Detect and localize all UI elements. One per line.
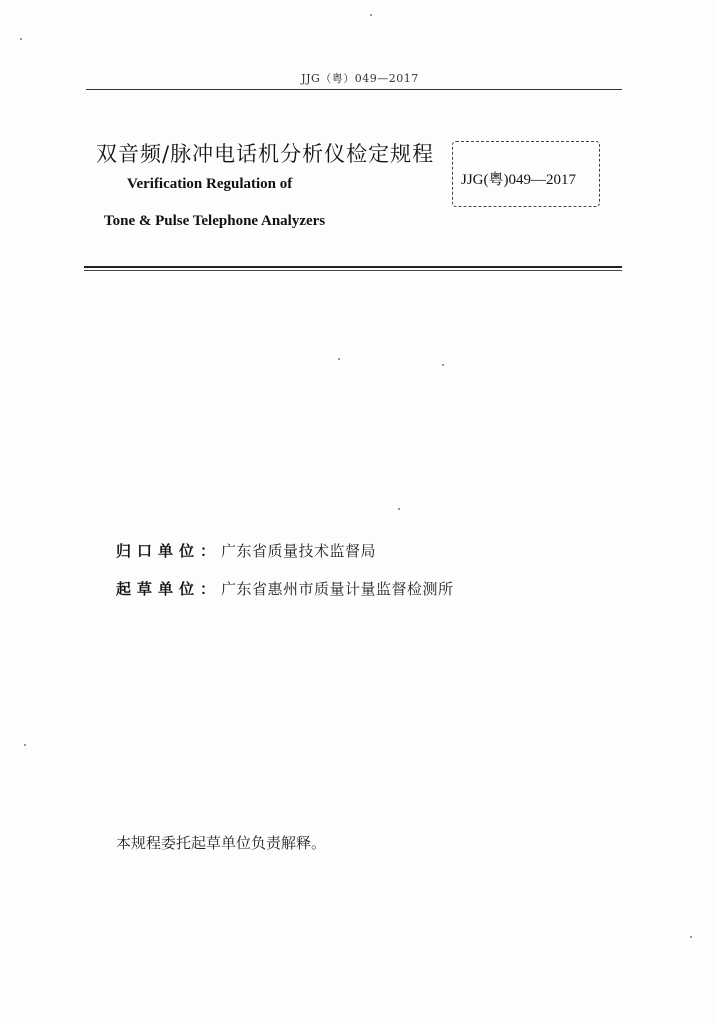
scan-speck xyxy=(338,358,340,360)
title-rule-thick xyxy=(84,266,622,268)
header-rule xyxy=(86,89,622,90)
scan-speck xyxy=(398,508,400,510)
drafting-unit-label: 起草单位： xyxy=(116,580,222,598)
scan-speck xyxy=(442,364,444,366)
responsible-unit-value: 广东省质量技术监督局 xyxy=(221,542,377,560)
title-english-line1: Verification Regulation of xyxy=(127,176,293,192)
scan-speck xyxy=(690,936,692,938)
title-chinese: 双音频/脉冲电话机分析仪检定规程 xyxy=(96,142,435,166)
drafting-unit-value: 广东省惠州市质量计量监督检测所 xyxy=(221,580,454,598)
standard-code: JJG(粤)049—2017 xyxy=(461,172,576,188)
title-english-line2: Tone & Pulse Telephone Analyzers xyxy=(104,213,326,229)
interpretation-note: 本规程委托起草单位负责解释。 xyxy=(116,834,327,852)
scan-speck xyxy=(370,14,372,16)
running-header-code: JJG（粤）049—2017 xyxy=(301,72,419,85)
scan-speck xyxy=(20,38,22,40)
responsible-unit-label: 归口单位： xyxy=(116,542,222,560)
title-rule-thin xyxy=(84,270,622,271)
scan-speck xyxy=(24,744,26,746)
drafting-unit-row xyxy=(116,578,454,599)
responsible-unit-row xyxy=(116,540,376,561)
